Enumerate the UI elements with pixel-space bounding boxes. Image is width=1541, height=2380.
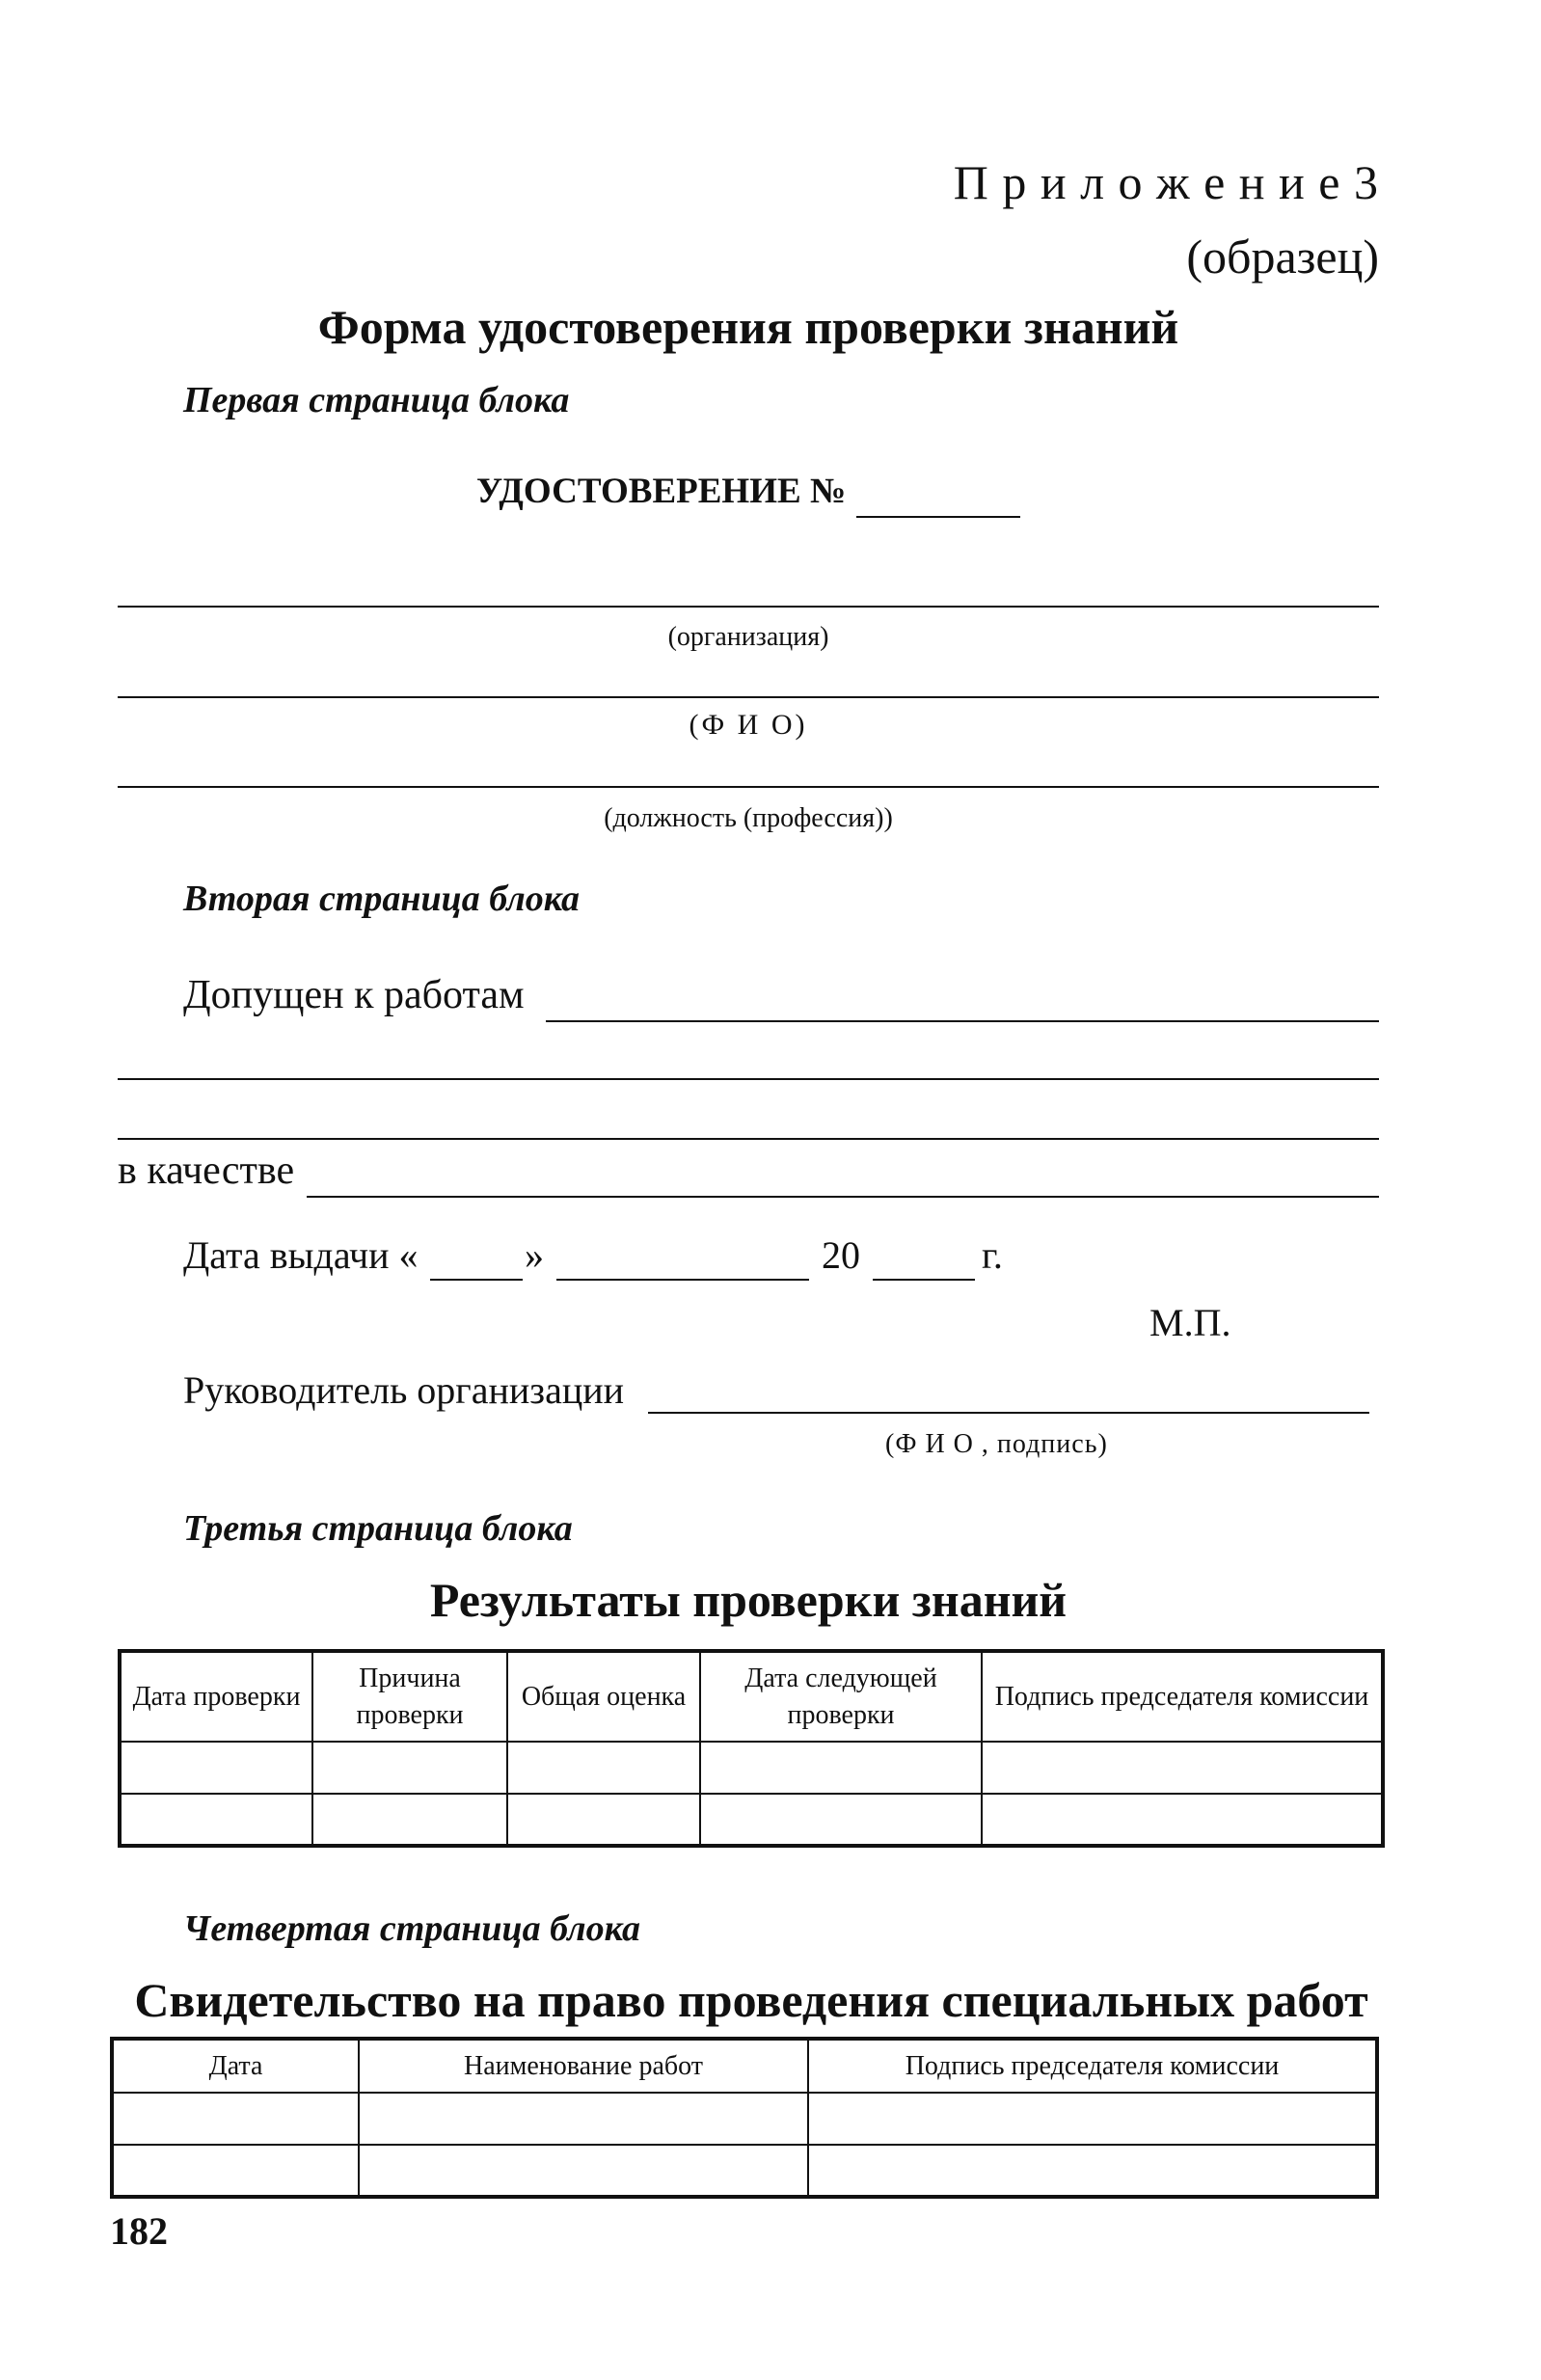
table-cell <box>700 1794 982 1846</box>
table-row <box>120 1794 1383 1846</box>
table-cell <box>808 2093 1377 2145</box>
admitted-line-2 <box>118 1078 1379 1080</box>
appendix-sample: (образец) <box>1186 230 1379 284</box>
col-header: Подпись председателя комиссии <box>982 1651 1383 1742</box>
stamp-label: М.П. <box>1149 1301 1231 1344</box>
admitted-line-1 <box>546 1020 1379 1022</box>
admitted-label: Допущен к работам <box>183 973 525 1017</box>
col-header: Дата следующей проверки <box>700 1651 982 1742</box>
table-cell <box>982 1742 1383 1794</box>
page4-heading: Четвертая страница блока <box>183 1908 640 1949</box>
table-cell <box>312 1742 507 1794</box>
page3-heading: Третья страница блока <box>183 1508 573 1549</box>
results-title: Результаты проверки знаний <box>429 1573 1068 1627</box>
col-header: Подпись председателя комиссии <box>808 2039 1377 2093</box>
year-suffix: г. <box>982 1233 1003 1277</box>
col-header: Дата <box>112 2039 359 2093</box>
page-number: 182 <box>110 2209 168 2253</box>
table-cell <box>507 1794 700 1846</box>
col-header: Общая оценка <box>507 1651 700 1742</box>
head-of-organization-label: Руководитель организации <box>183 1368 625 1412</box>
table-cell <box>120 1794 312 1846</box>
col-header: Наименование работ <box>359 2039 808 2093</box>
issue-date-close: » <box>525 1233 544 1277</box>
issue-month-line <box>556 1279 809 1281</box>
table-cell <box>808 2145 1377 2197</box>
special-works-title: Свидетельство на право проведения специальных работ <box>134 1973 1368 2027</box>
year-prefix: 20 <box>822 1233 860 1277</box>
page2-heading: Вторая страница блока <box>183 879 581 919</box>
certificate-number-line <box>856 516 1020 518</box>
organization-line <box>118 606 1379 608</box>
position-line <box>118 786 1379 788</box>
page1-heading: Первая страница блока <box>183 380 570 420</box>
table-header-row <box>120 1651 1383 1742</box>
table-row <box>120 1742 1383 1794</box>
form-title: Форма удостоверения проверки знаний <box>317 300 1179 354</box>
caption-organization: (организация) <box>667 622 829 652</box>
col-header: Дата проверки <box>120 1651 312 1742</box>
table-cell <box>507 1742 700 1794</box>
issue-day-line <box>430 1279 523 1281</box>
table-cell <box>112 2093 359 2145</box>
caption-fio-signature: (Ф И О , подпись) <box>885 1429 1108 1459</box>
admitted-line-3 <box>118 1138 1379 1140</box>
year-line <box>873 1279 975 1281</box>
table-row <box>112 2145 1377 2197</box>
col-header: Причина проверки <box>312 1651 507 1742</box>
table-cell <box>112 2145 359 2197</box>
fio-line <box>118 696 1379 698</box>
caption-position: (должность (профессия)) <box>604 803 893 833</box>
table-cell <box>120 1742 312 1794</box>
table-cell <box>312 1794 507 1846</box>
appendix-label: П р и л о ж е н и е 3 <box>953 155 1379 209</box>
head-signature-line <box>648 1412 1369 1414</box>
issue-date-label: Дата выдачи « <box>183 1233 419 1277</box>
table-cell <box>982 1794 1383 1846</box>
table-cell <box>700 1742 982 1794</box>
table-cell <box>359 2145 808 2197</box>
as-role-label: в качестве <box>118 1149 295 1193</box>
special-works-table <box>110 2037 1379 2199</box>
table-cell <box>359 2093 808 2145</box>
certificate-number-label: УДОСТОВЕРЕНИЕ № <box>476 472 847 511</box>
caption-fio: (Ф И О) <box>689 709 808 741</box>
table-header-row <box>112 2039 1377 2093</box>
table-row <box>112 2093 1377 2145</box>
results-table <box>118 1649 1385 1848</box>
as-role-line <box>307 1196 1379 1198</box>
